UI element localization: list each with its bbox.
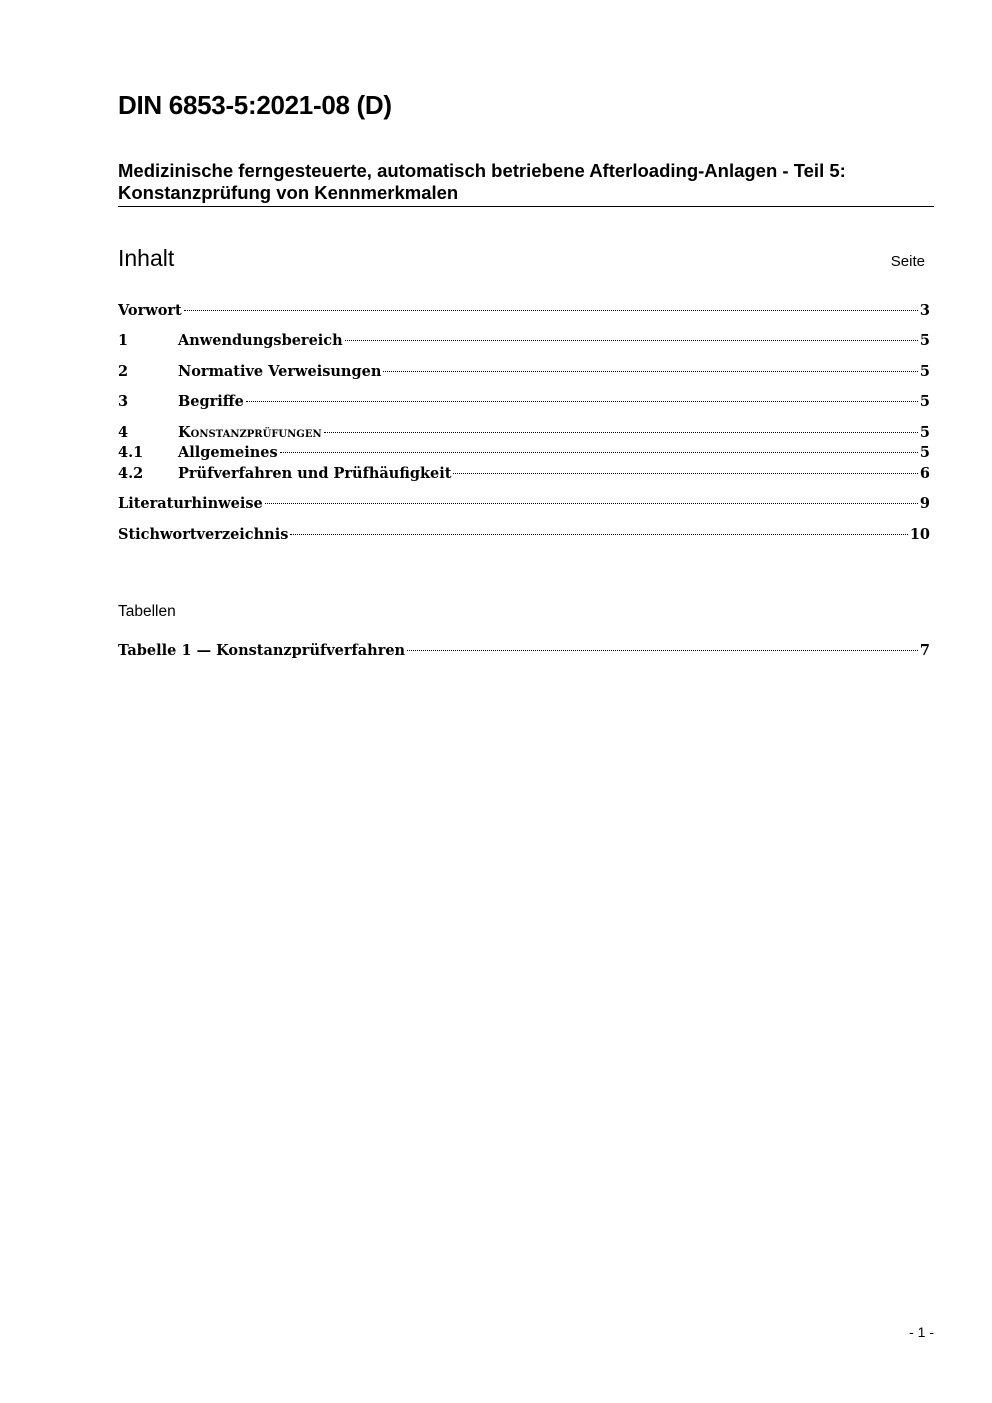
toc-dot-leader	[383, 371, 918, 372]
toc-entry-page: 5	[919, 363, 930, 380]
toc-entry-title: Allgemeines	[178, 444, 278, 461]
toc-entry-number: 4.2	[118, 465, 144, 482]
toc-entry-page: 3	[919, 302, 930, 319]
toc-entry-title: Normative Verweisungen	[178, 363, 382, 380]
page-column-label: Seite	[890, 253, 925, 270]
title-divider	[118, 206, 934, 207]
contents-heading: Inhalt	[118, 245, 175, 271]
toc-entry-number: 4	[118, 424, 129, 441]
toc-dot-leader	[280, 452, 918, 453]
page-number: - 1 -	[909, 1324, 934, 1340]
toc-entry-title: Stichwortverzeichnis	[118, 526, 289, 543]
toc-dot-leader	[290, 534, 907, 535]
toc-entry-pruefverfahren[interactable]	[118, 465, 930, 485]
toc-dot-leader	[246, 401, 918, 402]
toc-entry-page: 9	[919, 495, 930, 512]
tables-heading: Tabellen	[118, 603, 176, 620]
toc-entry-title: Literaturhinweise	[118, 495, 263, 512]
toc-dot-leader	[345, 340, 918, 341]
toc-entry-number: 2	[118, 363, 129, 380]
subtitle-line-1: Medizinische ferngesteuerte, automatisch betriebene Afterloading-Anlagen - Teil 5:	[118, 160, 846, 181]
toc-entry-tabelle-1[interactable]	[118, 642, 930, 662]
toc-entry-title: Vorwort	[118, 302, 182, 319]
toc-entry-title: Anwendungsbereich	[178, 332, 343, 349]
toc-entry-vorwort[interactable]	[118, 302, 930, 322]
toc-dot-leader	[407, 650, 918, 651]
toc-entry-page: 5	[919, 332, 930, 349]
toc-entry-number: 1	[118, 332, 129, 349]
toc-entry-page: 10	[909, 526, 930, 543]
toc-entry-title: Tabelle 1 — Konstanzprüfverfahren	[118, 642, 406, 659]
toc-entry-title: Prüfverfahren und Prüfhäufigkeit	[178, 465, 452, 482]
toc-dot-leader	[453, 473, 917, 474]
toc-entry-title: Konstanzprüfungen	[178, 424, 322, 441]
subtitle-line-2: Konstanzprüfung von Kennmerkmalen	[118, 182, 459, 203]
toc-entry-literaturhinweise[interactable]	[118, 495, 930, 515]
toc-dot-leader	[265, 503, 918, 504]
document-subtitle	[118, 160, 934, 204]
toc-entry-anwendungsbereich[interactable]	[118, 332, 930, 352]
toc-entry-number: 4.1	[118, 444, 144, 461]
toc-entry-number: 3	[118, 393, 129, 410]
toc-entry-normative-verweisungen[interactable]	[118, 363, 930, 383]
toc-entry-title: Begriffe	[178, 393, 244, 410]
toc-entry-konstanzpruefungen[interactable]	[118, 424, 930, 444]
toc-entry-page: 5	[919, 444, 930, 461]
toc-entry-page: 6	[919, 465, 930, 482]
toc-dot-leader	[324, 432, 918, 433]
toc-entry-stichwortverzeichnis[interactable]	[118, 526, 930, 546]
toc-entry-page: 7	[919, 642, 930, 659]
document-title: DIN 6853-5:2021-08 (D)	[118, 90, 392, 120]
toc-dot-leader	[184, 310, 918, 311]
toc-entry-page: 5	[919, 393, 930, 410]
toc-entry-allgemeines[interactable]	[118, 444, 930, 464]
toc-entry-page: 5	[919, 424, 930, 441]
toc-entry-begriffe[interactable]	[118, 393, 930, 413]
